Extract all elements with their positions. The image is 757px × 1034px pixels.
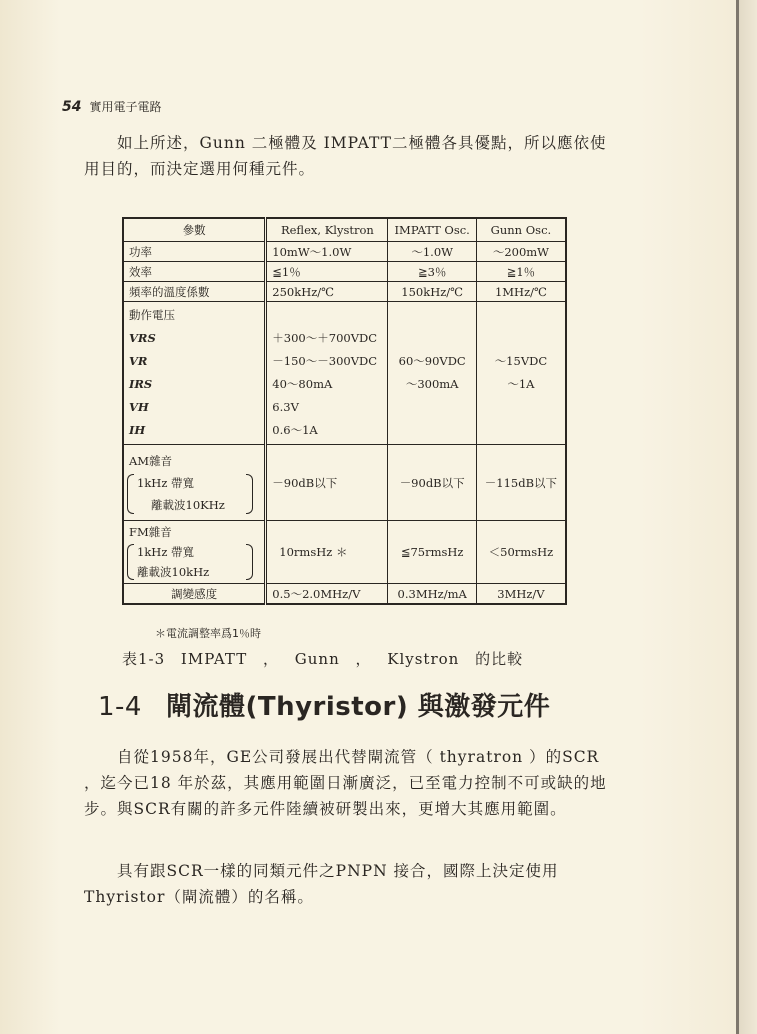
value-line: 40～80mA	[272, 377, 333, 391]
body-paragraph	[84, 858, 664, 910]
value-cell: 250kHz/℃	[266, 282, 388, 302]
table-footnote: ＊電流調整率爲1％時	[155, 627, 261, 640]
value-cell: 3MHz/V	[476, 584, 566, 605]
param-cell: 調變感度	[123, 584, 266, 605]
param-cell	[123, 302, 266, 445]
value-cell: ≧1％	[476, 262, 566, 282]
table-row-fm-noise	[123, 521, 566, 584]
value-cell: 10rmsHz ＊	[266, 521, 388, 584]
value-line: ＋300～＋700VDC	[272, 331, 378, 345]
param-condition	[129, 472, 237, 516]
value-line: 0.6～1A	[272, 423, 318, 437]
text-line: 如上所述，Gunn 二極體及 IMPATT二極體各具優點，所以應依使	[117, 134, 607, 152]
table-row-am-noise	[123, 445, 566, 521]
value-cell: 0.5～2.0MHz/V	[266, 584, 388, 605]
text-line: Thyristor（閘流體）的名稱。	[84, 888, 314, 906]
condition-line: 離載波10KHz	[151, 497, 225, 512]
running-title: 實用電子電路	[89, 100, 162, 114]
text-line: 步。與SCR有關的許多元件陸續被研製出來，更增大其應用範圍。	[84, 800, 567, 818]
value-cell	[388, 302, 476, 445]
facing-page-edge	[739, 0, 757, 1034]
value-cell: －90dB以下	[388, 445, 476, 521]
value-line: 6.3V	[272, 400, 299, 414]
table-row-modulation	[123, 584, 566, 605]
param-condition	[129, 542, 237, 582]
text-line: ，迄今已18 年於茲，其應用範圍日漸廣泛，已至電力控制不可或缺的地	[84, 774, 607, 792]
value-cell: 150kHz/℃	[388, 282, 476, 302]
value-cell: ～200mW	[476, 242, 566, 262]
page-number: 54	[62, 99, 82, 115]
param-cell	[123, 445, 266, 521]
value-cell: ～1.0W	[388, 242, 476, 262]
section-number: 1-4	[98, 692, 142, 722]
value-cell: ＜50rmsHz	[476, 521, 566, 584]
condition-line: 離載波10kHz	[137, 565, 210, 579]
param-label: 動作電压	[129, 308, 175, 322]
value-line: －150～－300VDC	[272, 354, 378, 368]
header-cell: Gunn Osc.	[476, 218, 566, 242]
table-row-operating-voltage	[123, 302, 566, 445]
header-cell: IMPATT Osc.	[388, 218, 476, 242]
value-line: ～300mA	[405, 377, 459, 391]
table-caption: 表1-3 IMPATT ， Gunn ， Klystron 的比較	[122, 650, 524, 668]
symbol: VH	[129, 400, 149, 414]
intro-paragraph	[84, 130, 664, 182]
value-cell: 1MHz/℃	[476, 282, 566, 302]
value-cell: 10mW～1.0W	[266, 242, 388, 262]
param-cell	[123, 521, 266, 584]
param-label: AM雜音	[129, 453, 173, 468]
symbol: IH	[129, 423, 146, 437]
condition-line: 1kHz 帶寬	[137, 475, 195, 490]
comparison-table	[122, 217, 567, 605]
value-cell: 0.3MHz/mA	[388, 584, 476, 605]
page-header	[62, 98, 162, 115]
param-cell: 頻率的溫度係數	[123, 282, 266, 302]
header-cell: Reflex, Klystron	[266, 218, 388, 242]
value-cell	[266, 302, 388, 445]
value-cell: ≦75rmsHz	[388, 521, 476, 584]
param-cell: 效率	[123, 262, 266, 282]
value-line: ～1A	[507, 377, 535, 391]
table-row	[123, 282, 566, 302]
value-line: ～15VDC	[494, 354, 548, 368]
value-cell	[476, 302, 566, 445]
value-cell: －90dB以下	[266, 445, 388, 521]
text-line: 用目的，而決定選用何種元件。	[84, 160, 316, 178]
symbol: VRS	[129, 331, 156, 345]
section-title: 閘流體(Thyristor) 與激發元件	[165, 692, 551, 722]
body-paragraph	[84, 744, 664, 822]
param-cell: 功率	[123, 242, 266, 262]
section-heading	[98, 686, 550, 723]
table-row	[123, 242, 566, 262]
condition-line: 1kHz 帶寬	[137, 545, 195, 559]
value-cell: ≧3％	[388, 262, 476, 282]
symbol: IRS	[129, 377, 153, 391]
text-line: 自從1958年，GE公司發展出代替閘流管（ thyratron ）的SCR	[117, 748, 600, 766]
param-label: FM雜音	[129, 525, 172, 539]
value-cell: ≦1％	[266, 262, 388, 282]
header-cell: 參數	[123, 218, 266, 242]
symbol: VR	[129, 354, 148, 368]
table-row	[123, 262, 566, 282]
value-cell: －115dB以下	[476, 445, 566, 521]
table-header-row	[123, 218, 566, 242]
text-line: 具有跟SCR一樣的同類元件之PNPN 接合，國際上決定使用	[117, 862, 559, 880]
value-line: 60～90VDC	[398, 354, 466, 368]
